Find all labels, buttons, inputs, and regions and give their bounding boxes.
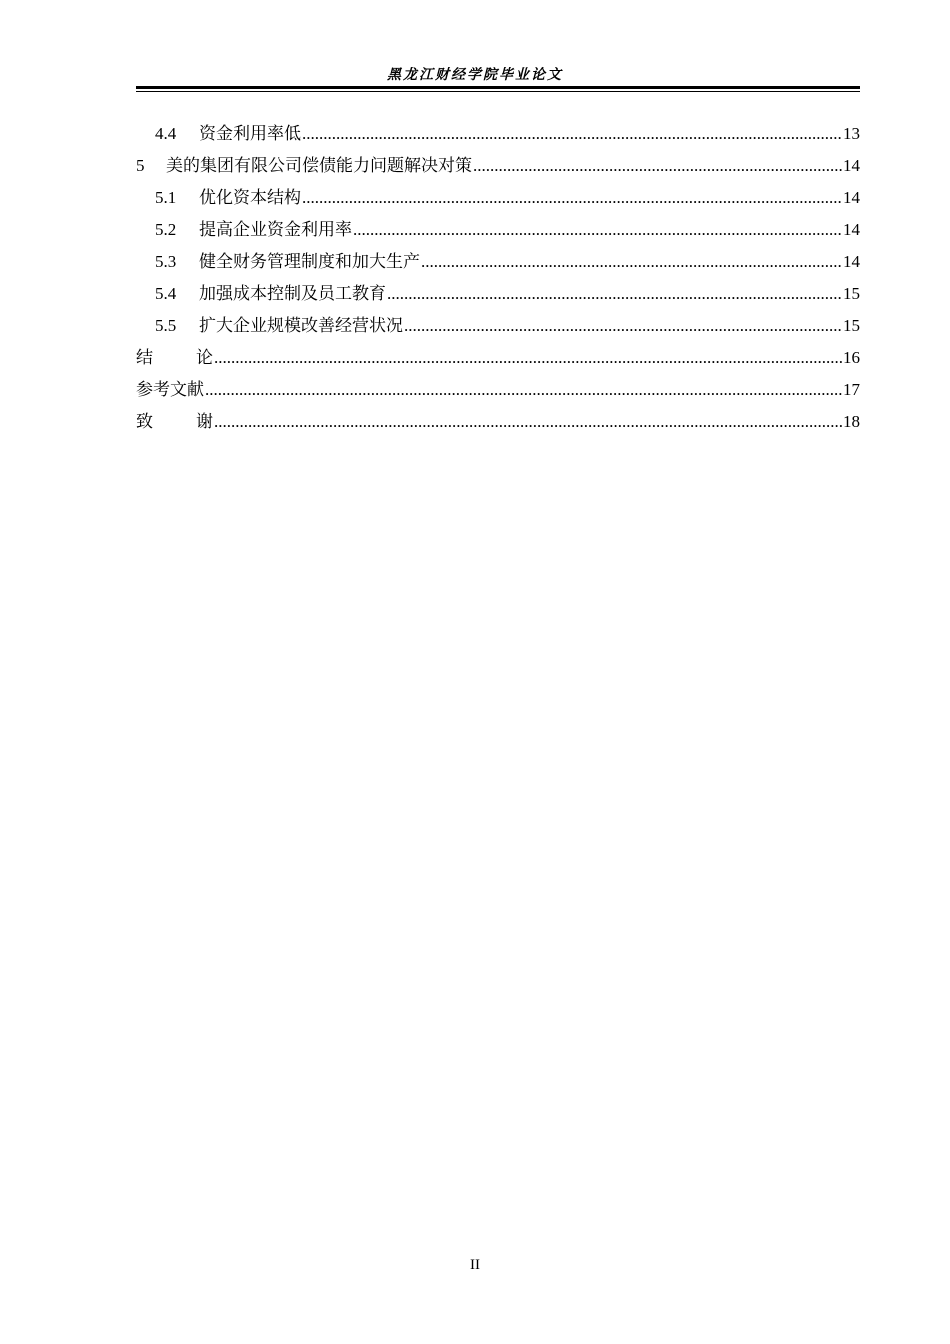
toc-page-number: 14 [843,252,860,271]
toc-leader-dots [302,182,842,214]
toc-number: 5.5 [155,316,177,335]
toc-title: 加强成本控制及员工教育 [199,284,386,303]
toc-number: 5.4 [155,284,177,303]
toc-number: 5 [136,156,145,175]
toc-entry[interactable] [136,150,860,182]
toc-title: 健全财务管理制度和加大生产 [199,252,420,271]
toc-page-number: 13 [843,124,860,143]
toc-number: 5.1 [155,188,177,207]
toc-title: 扩大企业规模改善经营状况 [199,316,403,335]
header-rule-thin [136,91,860,92]
toc-leader-dots [404,310,842,342]
toc-number: 5.3 [155,252,177,271]
toc-entry[interactable] [136,118,860,150]
toc-entry[interactable] [136,310,860,342]
toc-page-number: 16 [843,348,860,367]
toc-entry[interactable] [136,342,860,374]
toc-leader-dots [387,278,842,310]
toc-page-number: 17 [843,380,860,399]
toc-page-number: 15 [843,284,860,303]
toc-entry[interactable] [136,374,860,406]
toc-leader-dots [353,214,842,246]
toc-leader-dots [473,150,842,182]
toc-title: 提高企业资金利用率 [199,220,352,239]
header-rule-thick [136,86,860,89]
toc-entry[interactable] [136,406,860,438]
toc-title: 结论 [136,348,213,367]
toc-title: 致谢 [136,412,213,431]
toc-leader-dots [205,374,842,406]
toc-leader-dots [421,246,842,278]
toc-title: 资金利用率低 [199,124,301,143]
toc-number: 4.4 [155,124,177,143]
toc-entry[interactable] [136,278,860,310]
toc-title: 参考文献 [136,380,204,399]
toc-page-number: 14 [843,220,860,239]
table-of-contents [136,118,860,438]
toc-entry[interactable] [136,246,860,278]
toc-entry[interactable] [136,214,860,246]
toc-leader-dots [214,406,842,438]
toc-entry[interactable] [136,182,860,214]
toc-leader-dots [214,342,842,374]
toc-number: 5.2 [155,220,177,239]
page-number: II [470,1257,480,1273]
toc-leader-dots [302,118,842,150]
page-header-title: 黑龙江财经学院毕业论文 [387,67,563,83]
toc-page-number: 14 [843,188,860,207]
toc-title: 优化资本结构 [199,188,301,207]
toc-page-number: 18 [843,412,860,431]
toc-page-number: 14 [843,156,860,175]
toc-title: 美的集团有限公司偿债能力问题解决对策 [166,156,472,175]
toc-page-number: 15 [843,316,860,335]
